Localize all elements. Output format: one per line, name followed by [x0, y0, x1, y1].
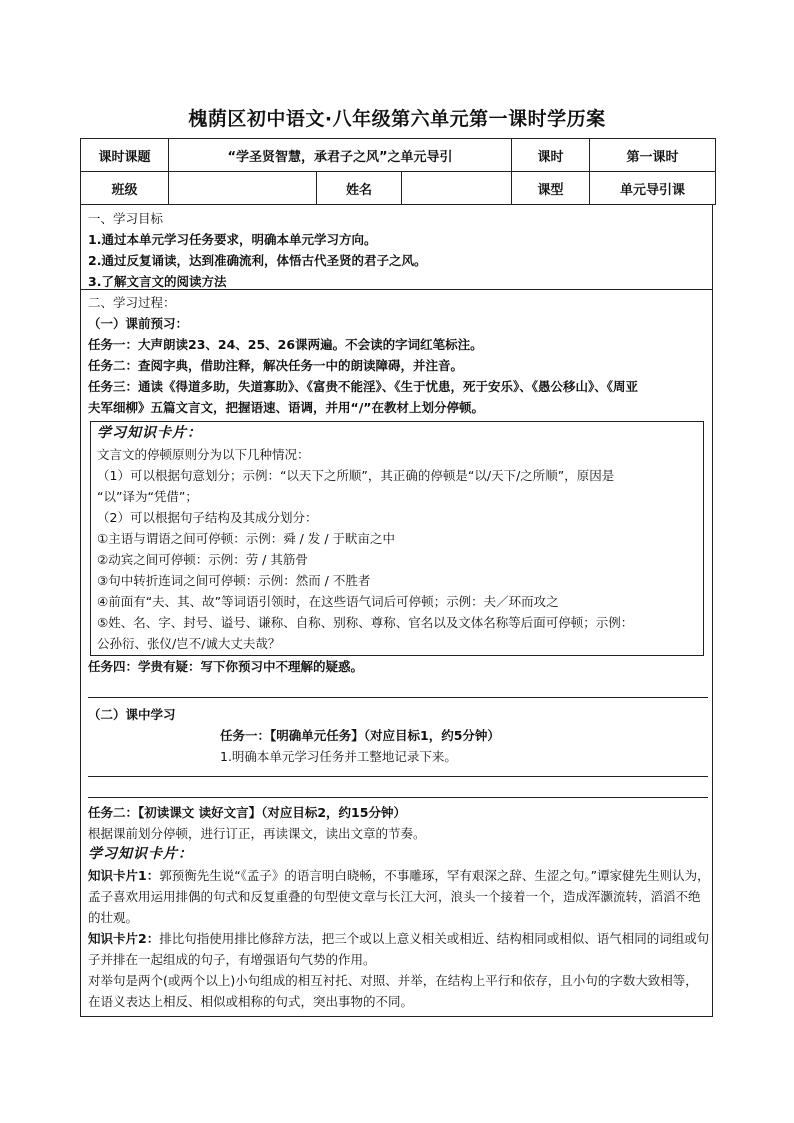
info-row-topic	[81, 139, 716, 172]
card-label: 知识卡片2：	[88, 931, 160, 946]
preview-task: 任务二：查阅字典，借助注释，解决任务一中的朗读障碍，并注音。	[88, 358, 464, 373]
objective-item: 1.通过本单元学习任务要求，明确本单元学习方向。	[88, 232, 377, 247]
card-line: ④前面有“夫、其、故”等词语引领时，在这些语气词后可停顿；示例：夫／环而攻之	[97, 594, 559, 609]
knowledge-card-title: 学习知识卡片：	[97, 425, 202, 441]
preview-task: 任务一：大声朗读23、24、25、26课两遍。不会读的字词红笔标注。	[88, 337, 483, 352]
period-value: 第一课时	[590, 139, 716, 172]
card-line: “以”译为“凭借”；	[97, 489, 198, 504]
process-section	[80, 290, 713, 1017]
name-label: 姓名	[317, 172, 402, 205]
class-task-2: 任务二：【初读课文 读好文言】（对应目标2，约15分钟）	[88, 805, 406, 820]
card-label: 知识卡片1：	[88, 868, 160, 883]
info-table	[80, 138, 716, 172]
preview-task: 夫军细柳》五篇文言文，把握语速、语调，并用“/”在教材上划分停顿。	[88, 400, 484, 415]
objective-item: 2.通过反复诵读，达到准确流利，体悟古代圣贤的君子之风。	[88, 253, 427, 268]
card-line: ①主语与谓语之间可停顿：示例：舜 / 发 / 于畎亩之中	[97, 531, 396, 546]
card-line: 文言文的停顿原则分为以下几种情况：	[97, 447, 310, 462]
class-task-1-item: 1.明确本单元学习任务并工整地记录下来。	[220, 749, 457, 764]
objective-item: 3.了解文言文的阅读方法	[88, 274, 227, 289]
period-label: 课时	[512, 139, 590, 172]
card-text: 郭预衡先生说“《孟子》的语言明白晓畅，不事雕琢，罕有艰深之辞、生涩之句。”谭家健先生则认为，孟子喜欢用运用排偶的句式和反复重叠的句型使文章与长江大河，浪头一个接着一个，造成浑灏流转，滔滔不绝的壮观。	[88, 868, 710, 925]
knowledge-card	[90, 421, 704, 656]
class-task-2-desc: 根据课前划分停顿，进行订正，再读课文，读出文章的节奏。	[88, 826, 426, 841]
class-label: 班级	[81, 172, 169, 205]
preview-task: 任务三：通读《得道多助，失道寡助》、《富贵不能淫》、《生于忧患，死于安乐》、《愚公移山》、《周亚	[88, 379, 639, 394]
knowledge-card-1-text	[88, 865, 710, 928]
topic-value: “学圣贤智慧，承君子之风”之单元导引	[169, 139, 512, 172]
card-line: ③句中转折连词之间可停顿：示例：然而 / 不胜者	[97, 573, 371, 588]
info-row-class	[81, 172, 716, 205]
knowledge-card-2-title: 学习知识卡片：	[88, 846, 193, 862]
class-heading: （二）课中学习	[88, 707, 176, 722]
topic-label: 课时课题	[81, 139, 169, 172]
card-line: ②动宾之间可停顿：示例：劳 / 其筋骨	[97, 552, 308, 567]
card-line: 公孙衍、张仪/岂不/诚大丈夫哉？	[97, 636, 281, 651]
preview-heading: （一）课前预习：	[88, 316, 189, 331]
objectives-section	[80, 205, 713, 290]
knowledge-card-3-text: 对举句是两个(或两个以上)小句组成的相互衬托、对照、并举，在结构上平行和依存，且小句的字数大致相等，在语义表达上相反、相似或相称的句式，突出事物的不同。	[88, 973, 698, 1009]
page-title: 槐荫区初中语文·八年级第六单元第一课时学历案	[188, 108, 606, 130]
process-heading: 二、学习过程：	[88, 295, 176, 310]
name-field[interactable]	[402, 172, 512, 205]
card-line: （1）可以根据句意划分；示例：“以天下之所顺”，其正确的停顿是“以/天下/之所顺”，原因是	[97, 468, 615, 483]
preview-task-4: 任务四：学贵有疑：写下你预习中不理解的疑惑。	[88, 659, 364, 674]
type-label: 课型	[512, 172, 590, 205]
objectives-heading: 一、学习目标	[88, 211, 164, 226]
knowledge-card-2-text	[88, 928, 710, 970]
card-text: 排比句指使用排比修辞方法，把三个或以上意义相关或相近、结构相同或相似、语气相同的词组或句子并排在一起组成的句子，有增强语句气势的作用。	[88, 931, 710, 967]
type-value: 单元导引课	[590, 172, 716, 205]
class-task-1: 任务一：【明确单元任务】（对应目标1，约5分钟）	[220, 728, 500, 743]
card-line: ⑤姓、名、字、封号、谥号、谦称、自称、别称、尊称、官名以及文体名称等后面可停顿；示例：	[97, 615, 634, 630]
card-line: （2）可以根据句子结构及其成分划分：	[97, 510, 318, 525]
info-table-row2	[80, 171, 716, 205]
class-field[interactable]	[169, 172, 317, 205]
